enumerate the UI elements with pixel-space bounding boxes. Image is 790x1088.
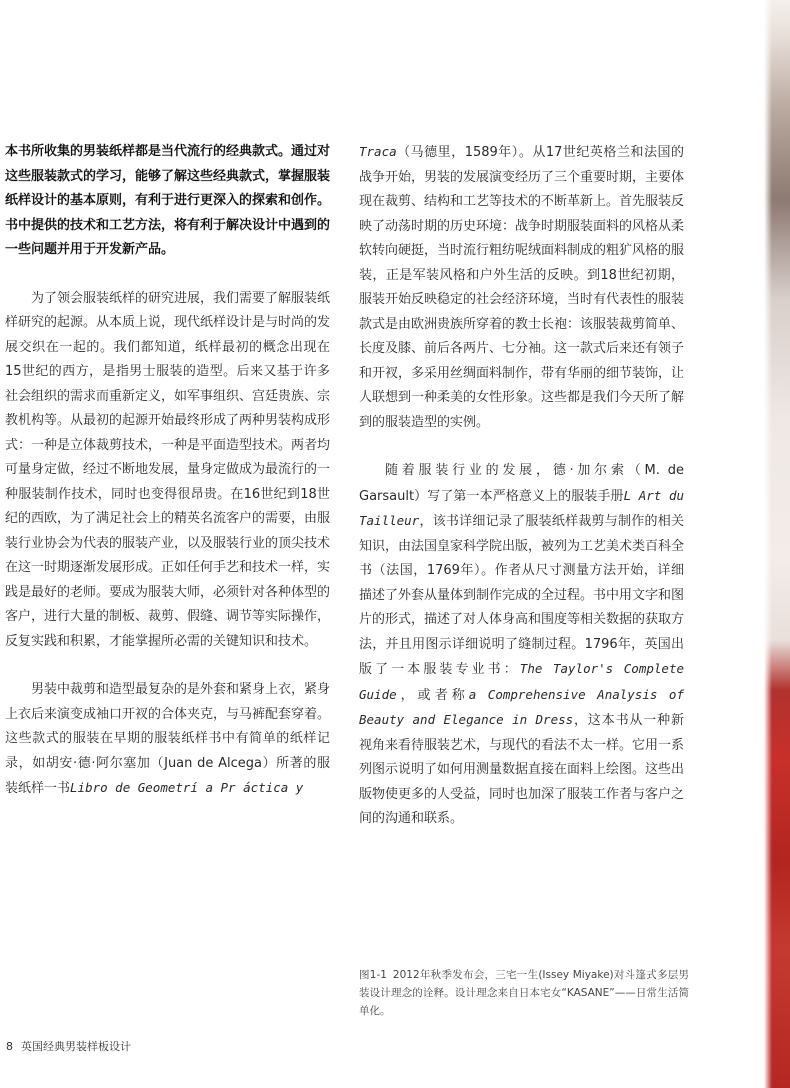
running-title: 英国经典男装样板设计	[21, 1040, 131, 1053]
figure-label: 图1-1	[359, 969, 387, 981]
figure-caption	[359, 966, 689, 1020]
right-column	[359, 140, 684, 856]
book-title: Libro de Geometrí a Pr áctica y	[70, 780, 304, 795]
body-paragraph	[5, 678, 330, 802]
paragraph-text: 随着服装行业的发展，德·加尔索（M. de Garsault）写了第一本严格意义上的服装手册	[359, 463, 684, 504]
body-paragraph	[359, 140, 684, 435]
intro-paragraph: 本书所收集的男装纸样都是当代流行的经典款式。通过对这些服装款式的学习，能够了解这些经典款式，掌握服装纸样设计的基本原则，有利于进行更深入的探索和创作。书中提供的技术和工艺方法，将有利于解决设计中遇到的一些问题并用于开发新产品。	[5, 144, 331, 257]
paragraph-text: ，或者称	[396, 687, 469, 703]
page-footer	[6, 1038, 131, 1054]
body-paragraph: 为了领会服装纸样的研究进展，我们需要了解服装纸样研究的起源。从本质上说，现代纸样设计是与时尚的发展交织在一起的。我们都知道，纸样最初的概念出现在15世纪的西方，是指男士服装的造型。后来又基于许多社会组织的需求而重新定义，如军事组织、宫廷贵族、宗教机构等。从最初的起源开始最终形成了两种男装构成形式：一种是立体裁剪技术，一种是平面造型技术。两者均可量身定做，经过不断地发展，量身定做成为最流行的一种服装制作技术，同时也变得很昂贵。在16世纪到18世纪的西欧，为了满足社会上的精英名流客户的需要，由服装行业协会为代表的服装产业，以及服装行业的顶尖技术在这一时期逐渐发展形成。正如任何手艺和技术一样，实践是最好的老师。要成为服装大师，必须针对各种体型的客户，进行大量的制板、裁剪、假缝、调节等实际操作，反复实践和积累，才能掌握所必需的关键知识和技术。	[5, 290, 331, 649]
photo-edge	[764, 0, 790, 1088]
book-title: The Taylor's Complete Guide	[359, 661, 684, 702]
book-title: a Comprehensive Analysis of Beauty and Elegance in Dress	[359, 686, 684, 727]
paragraph-text: ，该书详细记录了服装纸样裁剪与制作的相关知识，由法国皇家科学院出版，被列为工艺美术类百科全书（法国，1769年）。作者从尺寸测量方法开始，详细描述了外套从量体到制作完成的全过程。书中用文字和图片的形式，描述了对人体身高和围度等相关数据的获取方法，并且用图示详细说明了缝制过程。1796年，英国出版了一本服装专业书：	[359, 514, 685, 677]
left-column	[5, 140, 330, 826]
book-title: Traca	[359, 144, 397, 159]
book-title: L Art du Tailleur	[359, 487, 684, 528]
body-paragraph	[359, 459, 684, 832]
paragraph-text: （马德里，1589年）。从17世纪英格兰和法国的战争开始，男装的发展演变经历了三个重要时期，主要体现在裁剪、结构和工艺等技术的不断革新上。首先服装反映了动荡时期的历史环境：战争时期服装面料的风格从柔软转向硬挺，当时流行粗纺呢绒面料制成的粗犷风格的服装，正是军装风格和户外生活的反映。到18世纪初期，服装开始反映稳定的社会经济环境，当时有代表性的服装款式是由欧洲贵族所穿着的教士长袍：该服装裁剪简单、长度及膝、前后各两片、七分袖。这一款式后来还有领子和开衩，多采用丝绸面料制作，带有华丽的细节装饰，让人联想到一种柔美的女性形象。这些都是我们今天所了解到的服装造型的实例。	[359, 145, 685, 430]
caption-text: 2012年秋季发布会，三宅一生(Issey Miyake)对斗篷式多层男装设计理念的诠释。设计理念来自日本宅女“KASANE”——日常生活简单化。	[359, 969, 689, 1017]
page-number: 8	[6, 1040, 13, 1053]
paragraph-text: 男装中裁剪和造型最复杂的是外套和紧身上衣，紧身上衣后来演变成袖口开衩的合体夹克，与马裤配套穿着。这些款式的服装在早期的服装纸样书中有简单的纸样记录，如胡安·德·阿尔塞加（Juan de Alcega）所著的服装纸样一书	[5, 682, 331, 796]
paragraph-text: ，这本书从一种新视角来看待服装艺术，与现代的看法不太一样。它用一系列图示说明了如何用测量数据直接在面料上绘图。这些出版物使更多的人受益，同时也加深了服装工作者与客户之间的沟通和联系。	[359, 713, 685, 826]
